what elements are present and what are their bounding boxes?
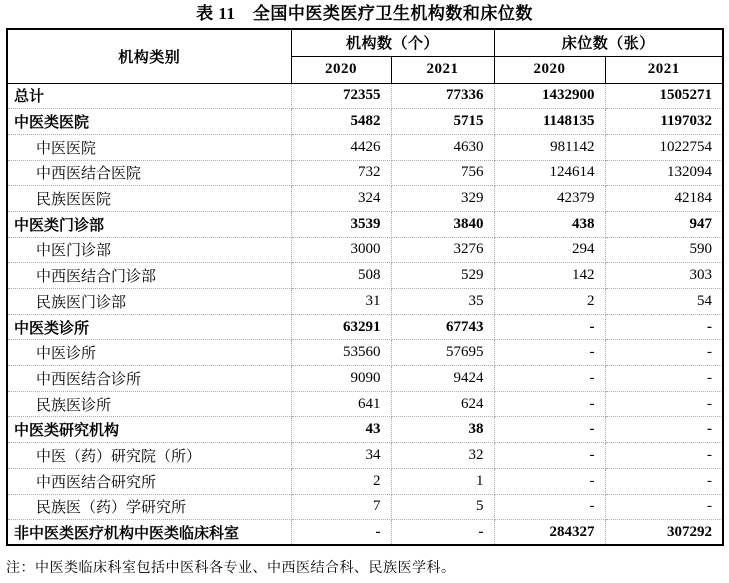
cell-value: 1197032: [605, 109, 723, 135]
table-row: [7, 417, 723, 443]
cell-value: 67743: [391, 314, 494, 340]
table-row: [7, 340, 723, 366]
table-row: [7, 443, 723, 469]
cell-value: -: [605, 443, 723, 469]
cell-value: 43: [291, 417, 391, 443]
cell-value: 324: [291, 186, 391, 212]
cell-category: 中医类医院: [7, 109, 291, 135]
cell-value: 1505271: [605, 83, 723, 109]
cell-value: 4426: [291, 134, 391, 160]
cell-value: 5482: [291, 109, 391, 135]
table-row: [7, 391, 723, 417]
table-row: [7, 468, 723, 494]
cell-category: 中西医结合医院: [7, 160, 291, 186]
header-category: 机构类别: [7, 29, 291, 83]
cell-value: 53560: [291, 340, 391, 366]
cell-value: -: [494, 340, 605, 366]
cell-value: 624: [391, 391, 494, 417]
header-year-institutions-2020: 2020: [291, 56, 391, 83]
cell-value: 77336: [391, 83, 494, 109]
cell-category: 非中医类医疗机构中医类临床科室: [7, 520, 291, 546]
cell-value: -: [494, 443, 605, 469]
cell-value: 981142: [494, 134, 605, 160]
cell-category: 中西医结合研究所: [7, 468, 291, 494]
cell-category: 中医（药）研究院（所）: [7, 443, 291, 469]
cell-value: 294: [494, 237, 605, 263]
cell-value: -: [494, 314, 605, 340]
header-year-beds-2021: 2021: [605, 56, 723, 83]
cell-value: 329: [391, 186, 494, 212]
cell-value: 34: [291, 443, 391, 469]
cell-value: 1: [391, 468, 494, 494]
cell-value: 438: [494, 211, 605, 237]
cell-value: 4630: [391, 134, 494, 160]
header-beds-group: 床位数（张）: [494, 29, 723, 56]
cell-value: 38: [391, 417, 494, 443]
cell-value: -: [494, 494, 605, 520]
cell-category: 中西医结合诊所: [7, 366, 291, 392]
table-row: [7, 366, 723, 392]
table-header: [7, 29, 723, 83]
table-row: [7, 109, 723, 135]
cell-value: 947: [605, 211, 723, 237]
cell-category: 中医类诊所: [7, 314, 291, 340]
cell-value: 3840: [391, 211, 494, 237]
cell-value: 508: [291, 263, 391, 289]
cell-value: -: [605, 417, 723, 443]
cell-value: 1022754: [605, 134, 723, 160]
cell-value: 142: [494, 263, 605, 289]
table-row: [7, 263, 723, 289]
cell-category: 中医类研究机构: [7, 417, 291, 443]
cell-value: -: [494, 366, 605, 392]
table-row: [7, 314, 723, 340]
table-row: [7, 160, 723, 186]
cell-value: 9090: [291, 366, 391, 392]
cell-value: -: [605, 366, 723, 392]
cell-category: 民族医医院: [7, 186, 291, 212]
cell-value: 5: [391, 494, 494, 520]
table-row: [7, 520, 723, 546]
cell-value: -: [605, 314, 723, 340]
header-row-groups: [7, 29, 723, 56]
footnote: 注：中医类临床科室包括中医科各专业、中西医结合科、民族医学科。: [6, 561, 456, 576]
cell-value: 590: [605, 237, 723, 263]
table-row: [7, 134, 723, 160]
cell-value: 756: [391, 160, 494, 186]
table-row: [7, 186, 723, 212]
cell-value: 124614: [494, 160, 605, 186]
cell-value: 72355: [291, 83, 391, 109]
cell-value: 9424: [391, 366, 494, 392]
cell-value: -: [605, 494, 723, 520]
table-row: [7, 289, 723, 315]
cell-value: 32: [391, 443, 494, 469]
cell-value: 3539: [291, 211, 391, 237]
cell-value: 303: [605, 263, 723, 289]
cell-value: -: [605, 468, 723, 494]
table-row: [7, 237, 723, 263]
cell-category: 中医诊所: [7, 340, 291, 366]
cell-value: -: [494, 468, 605, 494]
cell-value: 5715: [391, 109, 494, 135]
cell-value: -: [391, 520, 494, 546]
header-year-beds-2020: 2020: [494, 56, 605, 83]
cell-value: 641: [291, 391, 391, 417]
table-row: [7, 494, 723, 520]
cell-category: 民族医诊所: [7, 391, 291, 417]
cell-value: 35: [391, 289, 494, 315]
cell-value: 732: [291, 160, 391, 186]
table-row: [7, 83, 723, 109]
table-body: [7, 83, 723, 545]
cell-category: 中西医结合门诊部: [7, 263, 291, 289]
cell-category: 总计: [7, 83, 291, 109]
cell-value: 57695: [391, 340, 494, 366]
cell-value: -: [605, 340, 723, 366]
cell-category: 民族医（药）学研究所: [7, 494, 291, 520]
cell-value: 529: [391, 263, 494, 289]
cell-category: 民族医门诊部: [7, 289, 291, 315]
table-row: [7, 211, 723, 237]
cell-value: 31: [291, 289, 391, 315]
cell-value: 132094: [605, 160, 723, 186]
cell-category: 中医门诊部: [7, 237, 291, 263]
cell-category: 中医类门诊部: [7, 211, 291, 237]
cell-value: 42379: [494, 186, 605, 212]
cell-value: -: [494, 391, 605, 417]
cell-value: 7: [291, 494, 391, 520]
cell-value: 42184: [605, 186, 723, 212]
cell-value: 2: [494, 289, 605, 315]
cell-value: -: [605, 391, 723, 417]
cell-value: 1148135: [494, 109, 605, 135]
cell-value: 54: [605, 289, 723, 315]
cell-category: 中医医院: [7, 134, 291, 160]
cell-value: 307292: [605, 520, 723, 546]
cell-value: 3000: [291, 237, 391, 263]
table-title: 表 11 全国中医类医疗卫生机构数和床位数: [196, 4, 533, 23]
statistics-table: [6, 28, 724, 546]
cell-value: 3276: [391, 237, 494, 263]
cell-value: -: [291, 520, 391, 546]
cell-value: 284327: [494, 520, 605, 546]
cell-value: 1432900: [494, 83, 605, 109]
header-year-institutions-2021: 2021: [391, 56, 494, 83]
cell-value: 2: [291, 468, 391, 494]
header-institutions-group: 机构数（个）: [291, 29, 494, 56]
cell-value: 63291: [291, 314, 391, 340]
cell-value: -: [494, 417, 605, 443]
